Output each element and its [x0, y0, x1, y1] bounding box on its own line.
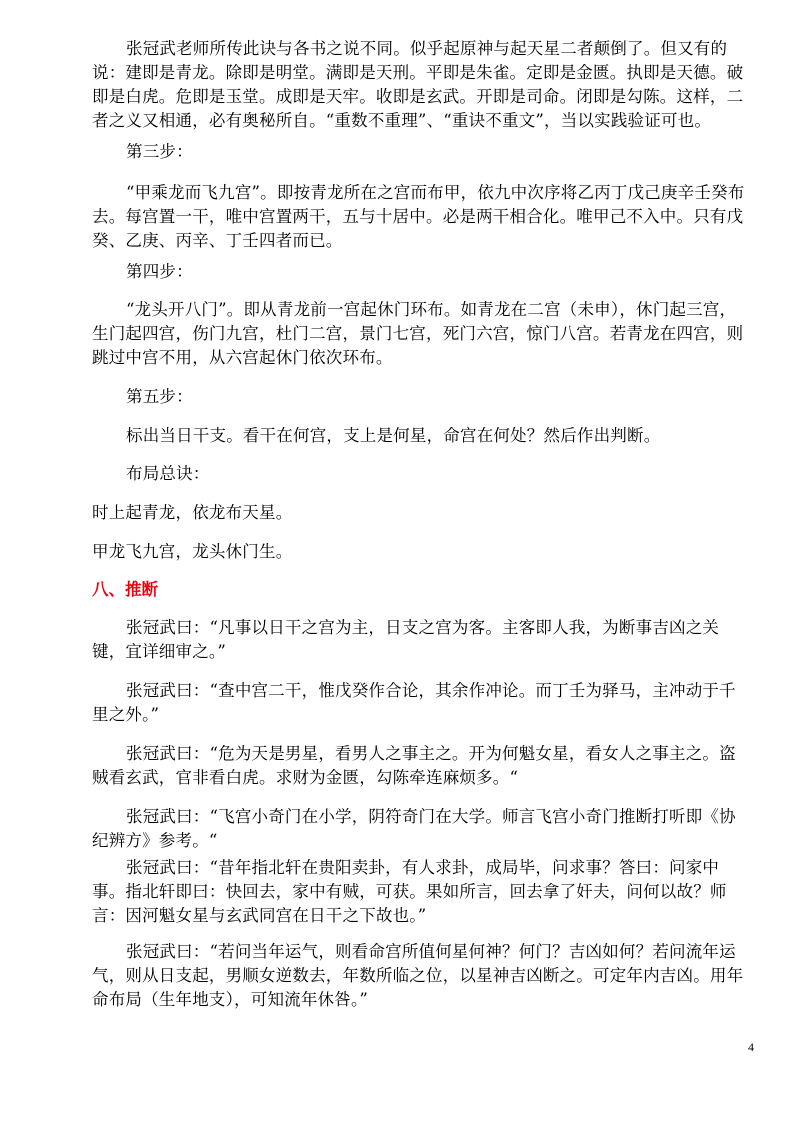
formula-line-1: 时上起青龙，依龙布天星。 — [92, 503, 293, 522]
paragraph-step-five: 标出当日干支。看干在何宫，支上是何星，命宫在何处？然后作出判断。 — [126, 426, 661, 445]
paragraph-step-three: “甲乘龙而飞九宫”。即按青龙所在之宫而布甲，依九中次序将乙丙丁戊己庚辛壬癸布去。每宫置一干，唯中宫置两干，五与十居中。必是两干相合化。唯甲己不入中。只有戊癸、乙庚、丙辛、丁壬四者而已。 — [92, 183, 745, 250]
quote-paragraph-2: 张冠武曰：“查中宫二干，惟戊癸作合论，其余作冲论。而丁壬为驿马，主冲动于千里之外。” — [92, 681, 736, 724]
step-five-label: 第五步： — [126, 387, 193, 406]
quote-paragraph-3: 张冠武曰：“危为天是男星，看男人之事主之。开为何魁女星，看女人之事主之。盗贼看玄武，官非看白虎。求财为金匮，勾陈牵连麻烦多。“ — [92, 744, 736, 787]
formula-line-2: 甲龙飞九宫，龙头休门生。 — [92, 542, 293, 561]
paragraph-commentary: 张冠武老师所传此诀与各书之说不同。似乎起原神与起天星二者颠倒了。但又有的说：建即是青龙。除即是明堂。满即是天刑。平即是朱雀。定即是金匮。执即是天德。破即是白虎。危即是玉堂。成即是天牢。收即是玄武。开即是司命。闭即是勾陈。这样，二者之义又相通，必有奥秘所自。“重数不重理”、“重诀不重文”，当以实践验证可也。 — [92, 39, 744, 130]
section-heading: 八、推断 — [92, 580, 158, 599]
paragraph-step-four: “龙头开八门”。即从青龙前一宫起休门环布。如青龙在二宫（未申），休门起三宫，生门起四宫，伤门九宫，杜门二宫，景门七宫，死门六宫，惊门八宫。若青龙在四宫，则跳过中宫不用，从六宫起休门依次环布。 — [92, 300, 744, 367]
step-four-label: 第四步： — [126, 262, 193, 281]
quote-paragraph-5: 张冠武曰：“昔年指北轩在贵阳卖卦，有人求卦，成局毕，问求事？答曰：问家中事。指北轩即曰：快回去，家中有贼，可获。果如所言，回去拿了奸夫，问何以故？师言：因河魁女星与玄武同宫在日干之下故也。” — [92, 858, 727, 925]
page-number: 4 — [748, 1040, 754, 1054]
quote-paragraph-1: 张冠武曰：“凡事以日干之宫为主，日支之宫为客。主客即人我，为断事吉凶之关键，宜详细审之。” — [92, 618, 720, 661]
quote-paragraph-4: 张冠武曰：“飞宫小奇门在小学，阴符奇门在大学。师言飞宫小奇门推断打听即《协纪辨方》参考。“ — [92, 807, 736, 850]
layout-formula-label: 布局总诀： — [126, 464, 210, 483]
step-three-label: 第三步： — [126, 142, 193, 161]
quote-paragraph-6: 张冠武曰：“若问当年运气，则看命宫所值何星何神？何门？吉凶如何？若问流年运气，则从日支起，男顺女逆数去，年数所临之位，以星神吉凶断之。可定年内吉凶。用年命布局（生年地支），可知流年休咎。” — [92, 942, 744, 1009]
